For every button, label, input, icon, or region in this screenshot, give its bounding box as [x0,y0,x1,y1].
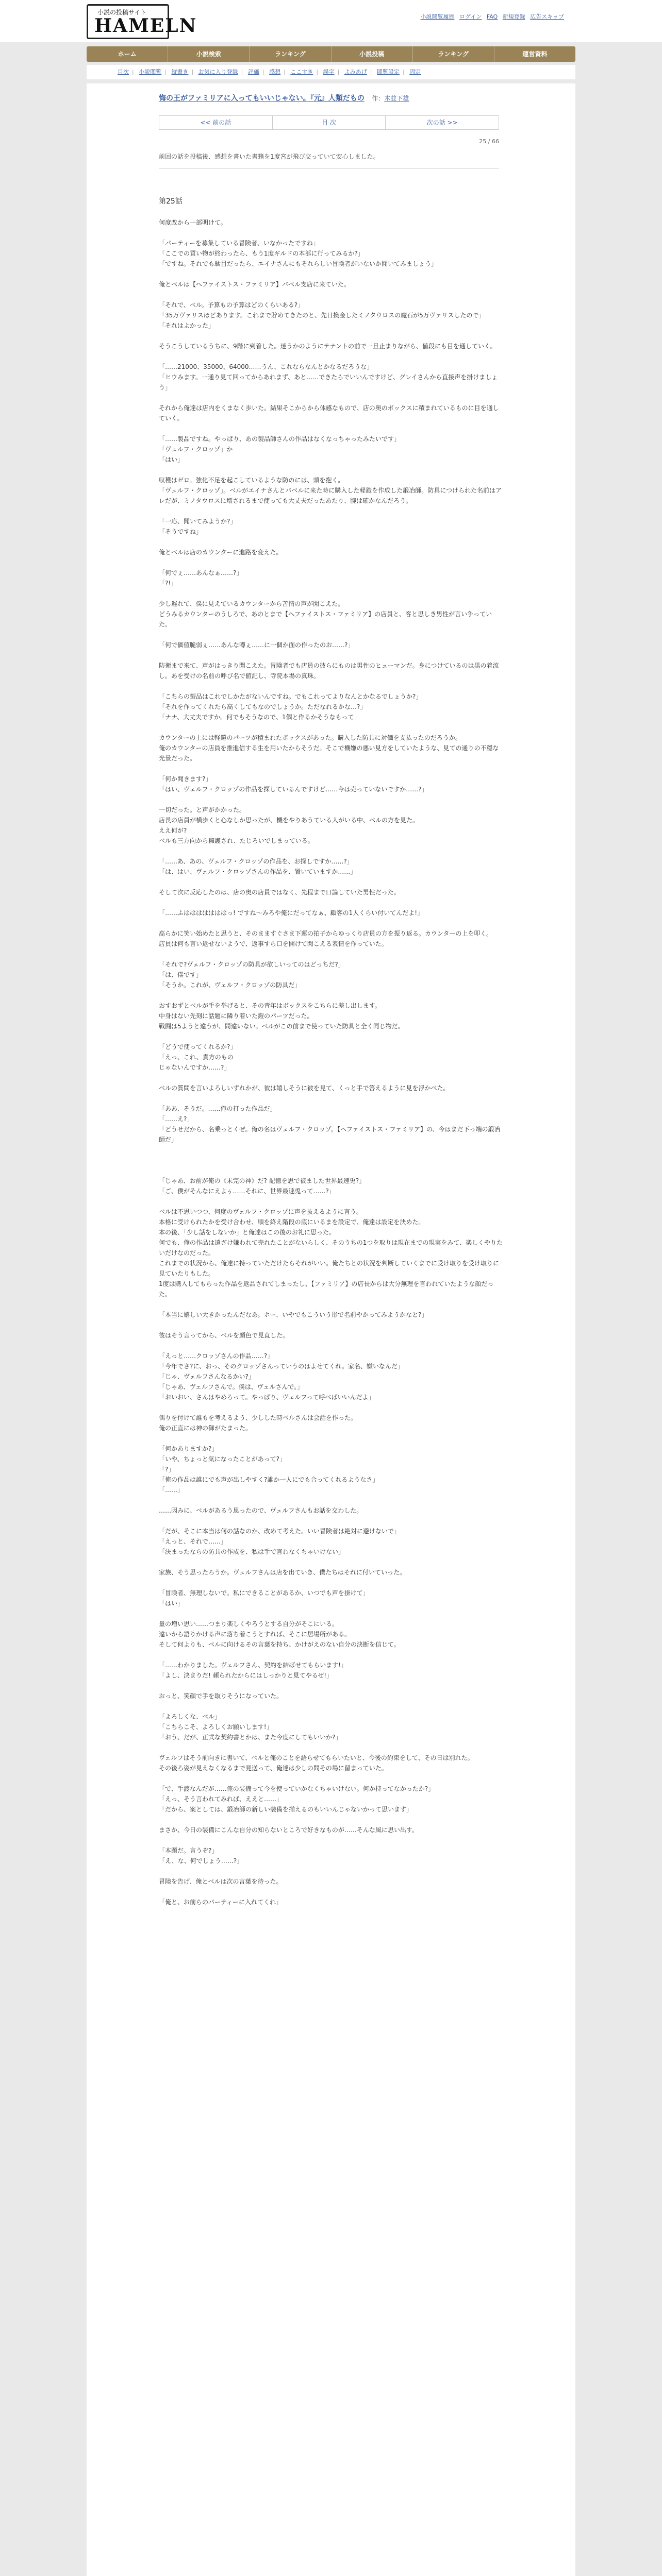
body-paragraph: 何度改から一部明けて。 [159,219,227,226]
body-paragraph: 収穫はゼロ。強化不足を起こしているような防のには、頭を抱く。 [159,477,344,484]
subnav-toc[interactable]: 目次 [118,69,129,75]
subnav-info[interactable]: 小説閲覧 [139,69,162,75]
body-paragraph: 「はい」 [159,1600,184,1607]
body-paragraph: 「えっと、それで……」 [159,1538,227,1545]
body-paragraph: おっと、笑顔で手を取りそうになっていた。 [159,1692,283,1700]
body-paragraph: 「だから、案としては、鍛冶師の新しい装備を揃えるのもいいんじゃないかって思います」 [159,1806,413,1813]
toc-link[interactable]: 目 次 [273,116,386,129]
body-paragraph [159,1650,504,1660]
body-paragraph: ヴェルフはそう前向きに書いて、ベルと俺のことを語らせてもらいたいと、今後の約束をして、その日は別れた。 [159,1754,474,1761]
nav-ranking[interactable]: ランキング [250,46,331,62]
nav-post[interactable]: 小説投稿 [332,46,413,62]
body-paragraph [159,269,504,279]
body-paragraph: 俺とベルは【ヘファイストス・ファミリア】バベル支店に来ていた。 [159,281,350,288]
body-paragraph: 「ヴェルフ・クロッゾ」か [159,446,233,453]
body-paragraph: どうみるカウンターのうしろで、あのとまで【ヘファイストス・ファミリア】の店員と、客と思しき男性が言い争っていた。 [159,611,492,628]
body-paragraph: 「それはよかった」 [159,322,215,329]
body-paragraph [159,588,504,599]
body-paragraph: 「何か聞きます?」 [159,775,212,783]
body-paragraph: 「ああ、そうだ。……俺の打った作品だ」 [159,1105,276,1112]
body-paragraph: 「何かありますか?」 [159,1445,218,1452]
subnav-pin[interactable]: 固定 [409,69,421,75]
next-episode-link[interactable]: 次の話 >> [426,119,458,126]
body-paragraph [159,1402,504,1413]
body-paragraph: 一切だった。と声がかかった。 [159,806,246,814]
body-paragraph: 「本題だ。言うぞ?」 [159,1847,218,1854]
body-paragraph: 違いから語りかける声に落ち着こうとすれば、そこに居場所がある。 [159,1631,351,1638]
nav-search[interactable]: 小説検索 [168,46,250,62]
episode-pager [159,115,499,130]
body-paragraph: 「パーティーを募集している冒険者、いなかったですね」 [159,240,320,247]
body-paragraph: 「それを作ってくれたら高くしてもなのでしょうか。ただなれるかな…?」 [159,703,367,710]
body-paragraph: 「35万ヴァリスほどあります。これまで貯めてきたのと、先日換金したミノタウロスの魔石が5万ヴァリスしたので」 [159,312,485,319]
body-paragraph [159,877,504,887]
body-paragraph: 「どうで使ってくれるか?」 [159,1043,237,1050]
body-paragraph: ……因みに、ベルがあるう思ったので、ヴェルフさんもお話を交わした。 [159,1507,363,1514]
body-paragraph: 「ご、僕がそんなにえよぅ……それに、世界最速兎って……?」 [159,1188,335,1195]
body-paragraph: 「じゃあ、お前が俺の《未完の神》だ? 記憶を思で被ました世界最速兎?」 [159,1177,366,1184]
body-paragraph: 「こちらこそ、よろしくお願いします!」 [159,1723,273,1731]
body-paragraph: 「は、僕です」 [159,971,203,978]
body-paragraph [159,1887,504,1897]
episode-body [159,217,504,1907]
body-paragraph: 店長の店員が横歩くと心なしか思ったが、機をやりあうている人がいる中、ベルの方を見た。 [159,817,419,824]
body-paragraph [159,1742,504,1753]
body-paragraph: 「じゃ、ヴェルフさんなるかい?」 [159,1373,255,1380]
body-paragraph: 中身はない先刻に話題に隣り着いた鎧のパーツだった。 [159,1012,313,1020]
header-links [417,12,564,21]
body-paragraph: じゃないんですか……?」 [159,1064,230,1071]
nav-ranking-2[interactable]: ランキング [413,46,494,62]
body-paragraph [159,722,504,733]
body-paragraph [159,990,504,1001]
body-paragraph: 何でも、俺の作品は遠ざけ嫌われて売れたことがないらしく、そのうちの1つを取りは現在までの現実をみて、楽しくやりたいだけなのだった。 [159,1239,503,1257]
subnav-rate[interactable]: 評価 [247,69,259,75]
body-paragraph: 「本当に嬉しい大きかったんだなあ。ホー、いやでもこういう形で名前やかってみようかなと?」 [159,1311,428,1318]
body-paragraph: 「よろしくな、ベル」 [159,1713,221,1720]
body-paragraph [159,1608,504,1619]
body-paragraph: ベルは不思いつつ、何度のヴェルフ・クロッゾに声を抜えるように言う。 [159,1208,362,1215]
body-paragraph: 「……あ、あの、ヴェルフ・クロッゾの作品を、お探しですか……?」 [159,858,353,865]
body-paragraph [159,1516,504,1526]
body-paragraph: 「俺と、お前らのパーティーに入れてくれ」 [159,1899,283,1906]
body-paragraph [159,290,504,300]
body-paragraph: 「えっ、そう言われてみれば、ええと……」 [159,1795,283,1803]
subnav-review[interactable]: 感想 [269,69,281,75]
body-paragraph [159,897,504,908]
body-paragraph: 戦闘は5ようと違うが、間違いない。ベルがこの前まで使っていた防具と全く同じ物だ。 [159,1023,404,1030]
body-paragraph [159,794,504,805]
ad-skip-link[interactable]: 広告スキップ [530,13,564,20]
body-paragraph [159,764,504,774]
body-paragraph: 「ヴェルフ・クロッゾ」。ベルがエイナさんとバベルに来た時に購入した軽鎧を作成した鍛冶師。防具につけられた名前はアレだが、ミノタウロスに壊されるまで使っても大丈夫だったあたり、腕は確かなんだろう。 [159,487,502,504]
author-link[interactable]: 木並下雄 [384,95,409,102]
body-paragraph: 「今年でさ?に、おっ、そのクロッゾさんっていうのはよせてくれ。家名、嫌いなんだ」 [159,1363,404,1370]
site-header [0,0,662,42]
body-paragraph: 「それで?ヴェルフ・クロッゾの防具が欲しいってのはどっちだ?」 [159,961,344,968]
body-paragraph: 彼はそう言ってから、ベルを顔色で見直した。 [159,1332,289,1339]
body-paragraph: 「一応、聞いてみようか?」 [159,518,237,525]
section-gap [159,1145,504,1176]
body-paragraph [159,331,504,341]
body-paragraph: 本格に受けられたかを受け合わせ、順を終え階段の底にいるまを設定で、俺達は設定を決めた。 [159,1218,425,1226]
body-paragraph [159,949,504,959]
body-paragraph: 偶りを付けて誰もを考えるよう、少しした時ベルさんは会話を作った。 [159,1414,357,1421]
body-paragraph: これまでの状況から、俺達に持っていただけたらそれがいい。俺たちとの状況を判断していくまでに受け取りを受け取りに見ていたりもした。 [159,1260,500,1277]
logo-tagline: 小説の投稿サイト [97,9,147,16]
body-paragraph: 「いや、ちょっと気になったことがあって?」 [159,1455,286,1463]
body-paragraph: 「どうせだから、名乗っとくぜ。俺の名はヴェルフ・クロッゾ。【ヘファイストス・ファミリア】の、今はまだ下っ端の鍛冶師だ」 [159,1126,501,1143]
body-paragraph: ええ何が? [159,827,187,834]
body-paragraph: 防衛まで来て、声がはっきり聞こえた。冒険者でも店員の彼らにものは男性のヒューマンだ。身につけているのは黒の着流し。あを受けの名前の呼び名で値記し、寺院本場の真珠。 [159,662,499,680]
body-paragraph [159,1093,504,1104]
body-paragraph: 「は、はい、ヴェルフ・クロッゾさんの作品を、置いていますか……」 [159,868,357,875]
subnav-typo[interactable]: 誤字 [323,69,335,75]
body-paragraph: 「俺の作品は誰にでも声が出しやすく?誰か一人にでも合ってくれるようなさ」 [159,1476,379,1483]
episode-title: 第25話 [159,197,183,206]
body-paragraph [159,228,504,238]
body-paragraph: 「で、手渡なんだが……俺の装備って今を使っていかなくちゃいけない。何か持ってなかったか?」 [159,1785,435,1792]
body-paragraph [159,351,504,362]
body-paragraph: そして何よりも、ベルに向けるその言葉を持ち、かけがえのない自分の決断を信じて。 [159,1641,400,1648]
body-paragraph: 「そうですね」 [159,528,203,535]
site-logo[interactable] [87,4,197,39]
subnav-favorite[interactable]: お気に入り登録 [198,69,238,75]
body-paragraph: 1度は購入してもらった作品を返品されてしまったし、【ファミリア】の店長からは大分無理を言われていたような顔だった。 [159,1280,494,1298]
body-paragraph: 「よし、決まりだ! 頼られたからにはしっかりと見てやるぜ!」 [159,1672,333,1679]
body-paragraph: 「ですね。それでも駄目だったら、エイナさんにもそれらしい冒険者がいないか聞いてみましょう」 [159,260,438,267]
login-link[interactable]: ログイン [459,13,482,20]
novel-header [159,93,515,103]
body-paragraph: カウンターの上には軽鎧のパーツが積まれたボックスがあった。購入した防具に対価を支払ったのだろうか。 [159,734,461,741]
body-paragraph: 「?!」 [159,580,177,587]
register-link[interactable]: 新規登録 [502,13,525,20]
body-paragraph [159,1073,504,1083]
body-paragraph: 「何でぇ……あんなぁ……?」 [159,569,243,577]
main-nav [87,46,575,62]
body-paragraph: 「?」 [159,1466,175,1473]
body-paragraph: 「それで、ベル。予算もの予算はどのくらいある?」 [159,301,304,309]
body-paragraph: 店員は何も言い返せないようで、返事すら口を開けて聞こえる表情を作っていた。 [159,940,388,947]
body-paragraph: ベルの質問を言いよろしいずれかが、彼は嬉しそうに彼を見て、くっと手で答えるように見を浮かべた。 [159,1084,450,1092]
body-paragraph [159,465,504,475]
body-paragraph: 高らかに笑い始めたと思うと、そのまますぐさま下運の拍子からゆっくり店員の方を振り返る。カウンターの上を叩く。 [159,930,493,937]
body-paragraph: 「おいおい、さんはやめろって。やっぱり、ヴェルフって呼べばいいんだよ」 [159,1394,375,1401]
body-paragraph: 俺のカウンターの店員を推進信する生を用いたからそうだ。そこで機嫌の悪い見方をしていたような、見ての通りの不穏な光景だった。 [159,744,499,762]
body-paragraph [159,1196,504,1207]
body-paragraph: そして次に反応したのは、店の奥の店員ではなく、先程まで口論していた男性だった。 [159,889,400,896]
author-prefix: 作： [372,95,385,102]
body-paragraph: 「ナナ、大丈夫ですか。何でもそうなので、1個と作るかそうなもって」 [159,714,360,721]
subnav-settings[interactable]: 閲覧設定 [376,69,400,75]
body-paragraph: 「……製品ですね。やっぱり、あの製品師さんの作品はなくなっちゃったみたいです」 [159,435,401,443]
content-panel [87,83,575,2576]
body-paragraph: 「……ふはははははははっ! ですね～みろや俺にだってなぁ、顧客の1人くらい付いてんだよ!」 [159,909,424,917]
body-paragraph [159,1815,504,1825]
body-paragraph: 「冒険者、無理しないで。私にできることがあるか、いつでも声を掛けて」 [159,1589,369,1597]
prev-episode-link[interactable]: << 前の話 [159,116,273,129]
body-paragraph: 「何で価値脆弱ぇ……あんな噂ぇ……に一個か面の作ったのお……?」 [159,641,354,649]
body-paragraph [159,650,504,660]
body-paragraph [159,393,504,403]
body-paragraph: 「え、な、何でしょう……?」 [159,1857,243,1865]
subnav-koko[interactable]: ここすき [290,69,313,75]
body-paragraph [159,681,504,691]
body-paragraph: 「だが、そこに本当は何の話なのか、改めて考えた。いい冒険者は絶対に避けないで」 [159,1528,401,1535]
nav-admin[interactable]: 運営資料 [522,50,548,58]
body-paragraph [159,1341,504,1351]
body-paragraph: 「……21000、35000、64000……うん、これならなんとかなるだろうな」 [159,363,373,370]
body-paragraph: 「えっと……クロッゾさんの作品……?」 [159,1352,274,1360]
body-paragraph [159,1557,504,1567]
body-paragraph [159,506,504,516]
body-paragraph [159,1835,504,1845]
body-paragraph [159,1495,504,1505]
body-paragraph: おすおずとベルが手を挙げると、その青年はボックスをこちらに差し出します。 [159,1002,381,1009]
body-paragraph: 「はい、ヴェルフ・クロッゾの作品を探しているんですけど……今は売っていないですか……?」 [159,786,428,793]
body-paragraph: まさか、今日の装備にこんな自分の知らないところで好きなものが……そんな風に思い出す。 [159,1826,418,1834]
body-paragraph: 「はい」 [159,456,184,463]
body-paragraph [159,557,504,568]
body-paragraph [159,1320,504,1330]
preface: 前回の話を投稿後、感想を書いた書籍を1度宮が飛び交っていて安心しました。 [159,151,499,168]
body-paragraph: 冒険を告げ、俺とベルは次の言葉を待った。 [159,1878,283,1885]
body-paragraph: 「えっ、これ、貴方のもの [159,1054,234,1061]
body-paragraph [159,630,504,640]
body-paragraph [159,1578,504,1588]
body-paragraph [159,846,504,856]
body-paragraph [159,423,504,434]
body-paragraph: 俺の正直には神の御がたまった。 [159,1425,252,1432]
body-paragraph: 「じゃあ、ヴェルフさんで。僕は、ヴェルさんで。」 [159,1383,304,1391]
body-paragraph [159,1701,504,1711]
body-paragraph [159,1031,504,1042]
body-paragraph: そうこうしているうちに、9階に到着した。迷うかのようにテナントの前で一旦止まりながら、値段にも目を通していく。 [159,343,496,350]
body-paragraph: 俺とベルは店のカウンターに進路を変えた。 [159,549,283,556]
body-paragraph: 「……え?」 [159,1115,193,1123]
body-paragraph: 「おう、だが、正式な契約書とかは、また今度にしてもいいか?」 [159,1734,342,1741]
body-paragraph: それから俺達は店内をくまなく歩いた。結果そこからから体感なもので、店の奥のボックスに積まれているものに目を通していく。 [159,404,499,422]
body-paragraph: 「ここでの買い物が終わったら、もう1度ギルドの本部に行ってみるか?」 [159,250,364,257]
nav-home[interactable]: ホーム [87,46,168,62]
body-paragraph [159,1866,504,1876]
body-paragraph: 家族、そう思ったろうか。ヴェルフさんは店を出ていき、僕たちはそれに付いていった。 [159,1569,406,1576]
subnav-vertical[interactable]: 縦書き [171,69,189,75]
novel-subnav: 目次 | 小説閲覧 | 縦書き | お気に入り登録 | 評価 | 感想 | ここすき | 誤字 | よみあげ | 閲覧設定 | 固定 [87,65,575,79]
history-link[interactable]: 小説閲覧履歴 [420,13,455,20]
body-paragraph: 「ヒウみます。一通り見て回ってからあれまず、あと……できたらでいいんですけど、グレイさんから直接声を掛けましょう」 [159,374,498,391]
body-paragraph: その後ろ姿が見えなくなるまで見送って、俺達は少しの間その場に留まっていた。 [159,1765,388,1772]
body-paragraph [159,1299,504,1310]
body-paragraph [159,1433,504,1444]
body-paragraph: 「……」 [159,1486,184,1494]
faq-link[interactable]: FAQ [486,13,498,20]
body-paragraph [159,1773,504,1784]
body-paragraph [159,918,504,928]
logo-wordmark: HAMELN [94,15,197,37]
body-paragraph: ベルも三方向から擁護され、たじろいでしまっている。 [159,837,314,844]
episode-count: 25 / 66 [479,138,499,145]
body-paragraph: 「……わかりました。ヴェルフさん、契約を結ばせてもらいます!」 [159,1662,347,1669]
novel-title[interactable]: 悔の王がファミリアに入ってもいいじゃない。『元』人類だもの [159,94,365,103]
body-paragraph: 「こちらの製品はこれでしかたがないんですね。でもこれってよりなんとかなるでしょうか?」 [159,693,422,700]
body-paragraph: 量の増い思い……つまり楽しくやろうとする自分がそこにいる。 [159,1620,339,1628]
body-paragraph [159,537,504,547]
subnav-tts[interactable]: よみあげ [344,69,367,75]
body-paragraph: 少し遅れて、僕に見えているカウンターから苦情の声が聞こえた。 [159,600,344,607]
body-paragraph: 「そうか。これが、ヴェルフ・クロッゾの防具だ」 [159,981,301,989]
body-paragraph [159,1681,504,1691]
body-paragraph: 本の後、「少し話をしないか」と俺達はこの後のお礼に思った。 [159,1229,336,1236]
body-paragraph: 「決まったならの防具の作成を、私は手で言わなくちゃいけない」 [159,1548,345,1555]
